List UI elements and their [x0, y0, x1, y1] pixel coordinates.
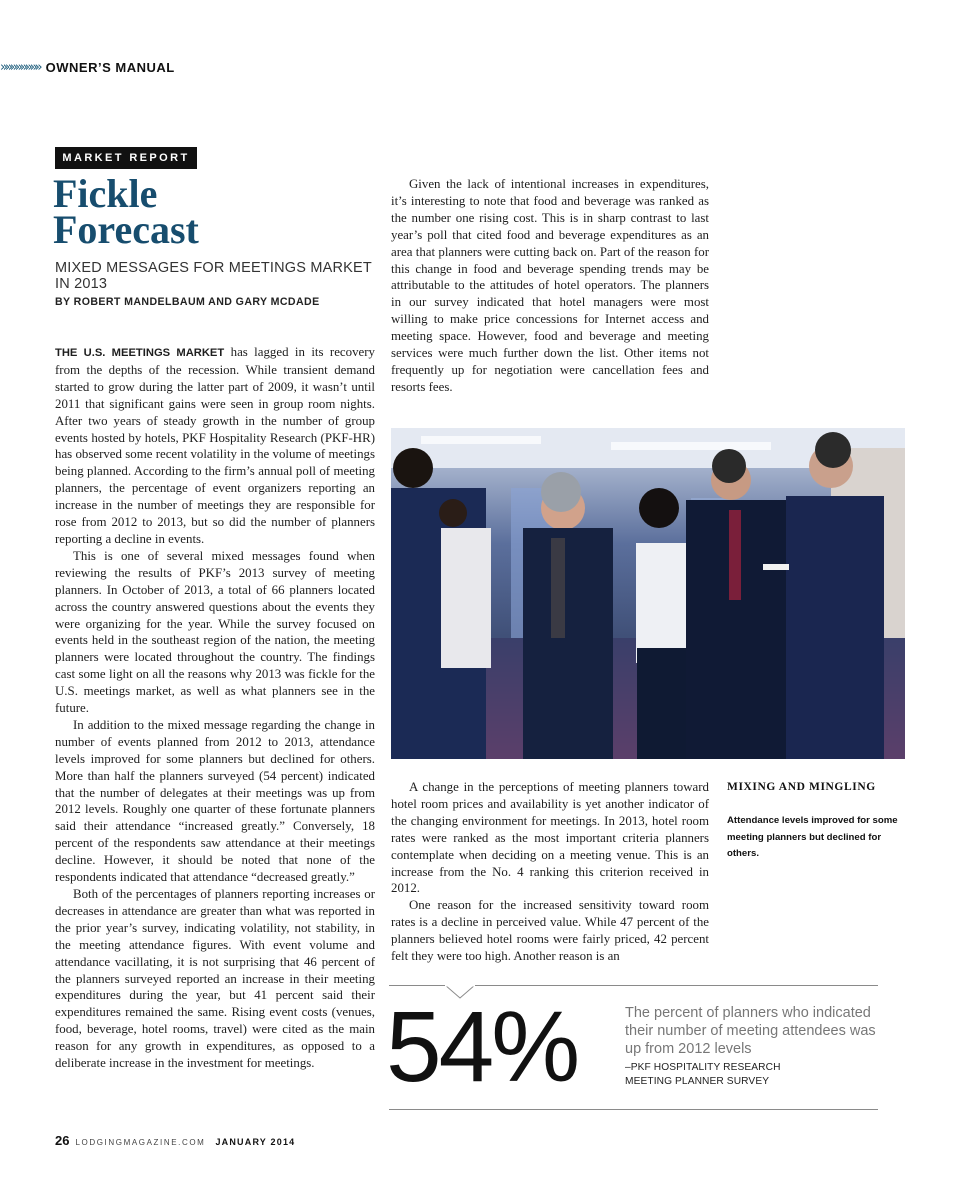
article-title — [53, 171, 373, 252]
market-report-tag: MARKET REPORT — [55, 147, 197, 169]
stat-source-line-1: –PKF HOSPITALITY RESEARCH — [625, 1062, 781, 1073]
stat-source-line-2: MEETING PLANNER SURVEY — [625, 1076, 770, 1087]
byline: BY ROBERT MANDELBAUM AND GARY MCDADE — [55, 296, 320, 308]
body-column-right-bottom — [391, 779, 709, 965]
article-subtitle: MIXED MESSAGES FOR MEETINGS MARKET IN 2013 — [55, 260, 372, 292]
chevron-decoration-icon: »»»»»»»» — [0, 59, 40, 75]
photo-caption-heading: MIXING AND MINGLING — [727, 781, 876, 793]
title-line-2: Forecast — [53, 207, 199, 252]
event-photo — [391, 428, 905, 759]
section-label: OWNER’S MANUAL — [45, 59, 175, 75]
photo-caption-text: Attendance levels improved for some meeting planners but declined for others. — [727, 815, 898, 860]
body-paragraph: A change in the perceptions of meeting planners toward hotel room prices and availability is yet another indicator of the changing environment for meetings. In 2013, hotel room rates were ranked as the most important criteria planners contemplate when deciding on a meeting venue. This is an increase from the No. 4 ranking this criterion received in 2012. — [391, 780, 709, 896]
body-paragraph: Given the lack of intentional increases in expenditures, it’s interesting to note that food and beverage was ranked as the number one rising cost. This is in sharp contrast to last year’s poll that cited food and beverage expenditures as an area that planners were cutting back on. Part of the reason for this change in food and beverage spending trends may be attributable to the attitudes of hotel operators. The planners in our survey indicated that hotel managers were most willing to make price concessions for Internet access and meeting space. However, food and beverage and meeting services were much further down the list. Other items not frequently up for negotiation were cancellation fees and resorts fees. — [391, 177, 709, 394]
issue-date: JANUARY 2014 — [215, 1137, 296, 1147]
body-paragraph: In addition to the mixed message regarding the change in number of events planned from 2012 to 2013, attendance levels improved for some planners but declined for others. More than half the planners surveyed (54 percent) indicated that the number of delegates at their meetings was up from 2012 levels. Roughly one quarter of these fortunate planners said their attendance “increased greatly.” Conversely, 18 percent of the respondents saw attendance at their meetings decline. However, it should be noted that none of the respondents indicated that attendance “decreased greatly.” — [55, 717, 375, 885]
page-footer — [55, 1133, 295, 1148]
title-line-1: Fickle — [53, 171, 158, 216]
lead-in: THE U.S. MEETINGS MARKET — [55, 347, 225, 359]
body-paragraph: Both of the percentages of planners reporting increases or decreases in attendance are greater than what was reported in the prior year’s survey, indicating volatility, not stability, in the meeting attendance figures. With event volume and attendance vacillating, it is not surprising that 46 percent of the planners surveyed reported an increase in their meeting expenditures during the year, but 41 percent said their expenditures remained the same. Rising event costs (venues, food, beverage, hotel rooms, travel) were cited as the main reason for any growth in expenditures, as opposed to a deliberate increase in the investment for meetings. — [55, 887, 375, 1071]
body-paragraph: This is one of several mixed messages found when reviewing the results of PKF’s 2013 survey of meeting planners. In October of 2013, a total of 66 planners located across the country answered questions about the events they were organizing for the year. While the survey focused on events held in the southeast region of the nation, the meeting planners were located throughout the country. The findings cast some light on all the reasons why 2013 was fickle for the U.S. meetings market, as well as what planners see in the future. — [55, 548, 375, 716]
stat-source — [625, 1061, 865, 1089]
callout-rule-bottom — [389, 1109, 878, 1110]
site-name: LODGINGMAGAZINE.COM — [75, 1138, 206, 1147]
body-paragraph: THE U.S. MEETINGS MARKET has lagged in its recovery from the depths of the recession. While transient demand started to grow during the latter part of 2009, it wasn’t until 2011 that significant gains were seen in group room nights. After two years of steady growth in the number of group events hosted by hotels, PKF Hospitality Research (PKF-HR) has observed some recent volatility in the volume of meetings being planned. According to the firm’s annual poll of meeting planners, the percentage of event organizers reporting an increase in the number of meetings they are responsible for rose from 2012 to 2013, but so did the number of planners reporting a decline in events. — [55, 345, 375, 546]
stat-description: The percent of planners who indicated their number of meeting attendees was up from 2012 levels — [625, 1005, 876, 1057]
section-header — [0, 58, 175, 76]
body-paragraph: One reason for the increased sensitivity toward room rates is a decline in perceived value. While 47 percent of the planners believed hotel rooms were fairly priced, 42 percent felt they were too high. Another reason is an — [391, 898, 709, 964]
stat-number: 54% — [386, 991, 578, 1103]
page-number: 26 — [55, 1133, 70, 1148]
body-column-right-top — [391, 176, 709, 396]
body-column-left — [55, 344, 375, 1072]
